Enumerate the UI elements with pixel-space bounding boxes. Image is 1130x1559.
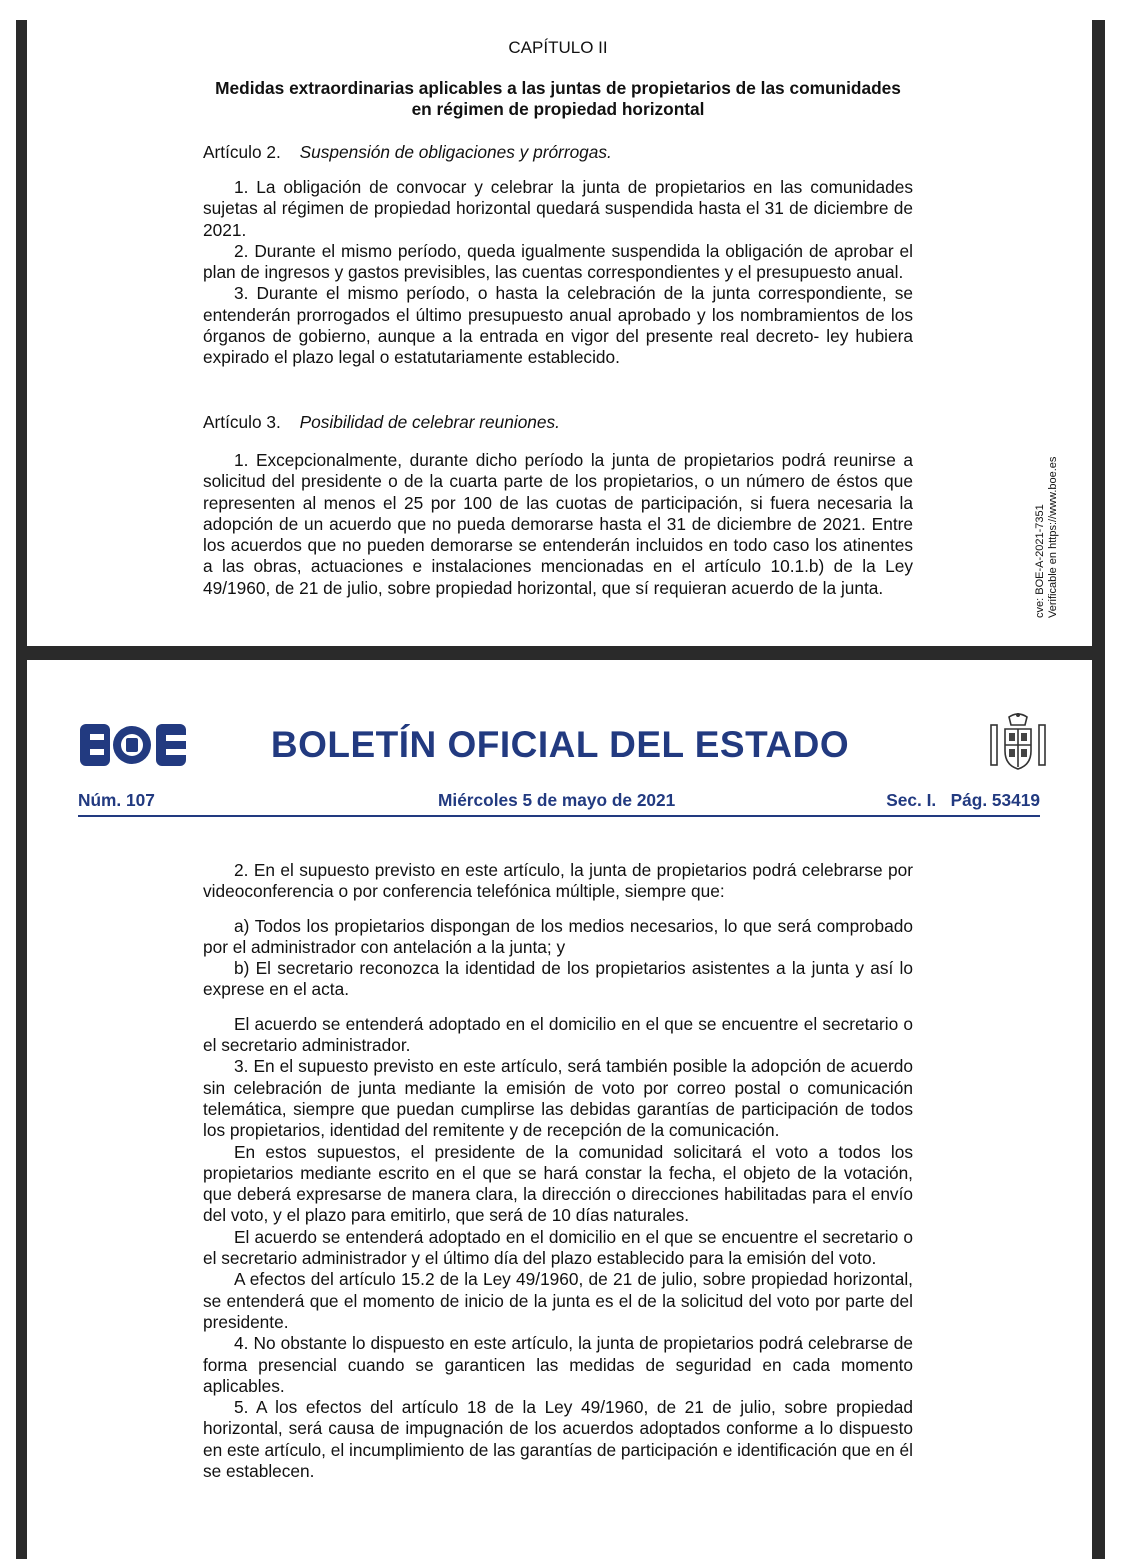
article-3-continued (203, 860, 913, 1482)
chapter-heading: CAPÍTULO II (508, 38, 608, 57)
gazette-title: BOLETÍN OFICIAL DEL ESTADO (270, 724, 850, 765)
paragraph: El acuerdo se entenderá adoptado en el domicilio en el que se encuentre el secretario o el secretario administrador. (203, 1013, 913, 1056)
paragraph: 3. En el supuesto previsto en este artículo, será también posible la adopción de acuerdo sin celebración de junta mediante la emisión de voto por correo postal o comunicación telemática, siempre que puedan cumplirse las debidas garantías de participación de todos los propietarios, identidad del remitente y de recepción de la comunicación. (203, 1056, 913, 1141)
verification-stamp (1034, 420, 1074, 620)
paragraph: 5. A los efectos del artículo 18 de la Ley 49/1960, de 21 de julio, sobre propiedad horizontal, será causa de impugnación de los acuerdos adoptados conforme a lo dispuesto en este artículo, el incumplimiento de las garantías de participación e identificación que en él se establecen. (203, 1397, 913, 1482)
page-separator (16, 646, 1105, 660)
issue-number: Núm. 107 (78, 790, 155, 810)
article-2-body (203, 177, 913, 369)
article-3-body (203, 450, 913, 599)
boe-logo (80, 724, 186, 771)
cve-code: cve: BOE-A-2021-7351 (1034, 504, 1046, 618)
paragraph: 4. No obstante lo dispuesto en este artículo, la junta de propietarios podrá celebrarse de forma presencial cuando se garanticen las medidas de seguridad en cada momento aplicables. (203, 1333, 913, 1396)
paragraph: 2. Durante el mismo período, queda igualmente suspendida la obligación de aprobar el plan de ingresos y gastos previsibles, las cuentas correspondientes y el presupuesto anual. (203, 240, 913, 283)
paragraph: El acuerdo se entenderá adoptado en el domicilio en el que se encuentre el secretario o el secretario administrador y el último día del plazo establecido para la emisión del voto. (203, 1226, 913, 1269)
page-border-left (16, 20, 27, 1559)
paragraph: 3. Durante el mismo período, o hasta la celebración de la junta correspondiente, se entenderán prorrogados el último presupuesto anual aprobado y los nombramientos de los órganos de gobierno, aunque a la entrada en vigor del presente real decreto- ley hubiera expirado el plazo legal o estatutariamente establecido. (203, 283, 913, 368)
paragraph: A efectos del artículo 15.2 de la Ley 49/1960, de 21 de julio, sobre propiedad horizontal, se entenderá que el momento de inicio de la junta es el de la solicitud del voto por parte del presidente. (203, 1269, 913, 1332)
boe-logo-icon (80, 724, 186, 766)
coat-of-arms (985, 711, 1051, 780)
paragraph: 1. La obligación de convocar y celebrar la junta de propietarios en las comunidades sujetas al régimen de propiedad horizontal quedará suspendida hasta el 31 de diciembre de 2021. (203, 177, 913, 240)
paragraph: En estos supuestos, el presidente de la comunidad solicitará el voto a todos los propietarios mediante escrito en el que se hará constar la fecha, el objeto de la votación, que deberá expresarse de manera clara, la dirección o direcciones habilitadas para el envío del voto, y el plazo para emitirlo, que será de 10 días naturales. (203, 1141, 913, 1226)
paragraph: 2. En el supuesto previsto en este artículo, la junta de propietarios podrá celebrarse por videoconferencia o por conferencia telefónica múltiple, siempre que: (203, 860, 913, 902)
coat-of-arms-icon (985, 711, 1051, 775)
paragraph: 1. Excepcionalmente, durante dicho período la junta de propietarios podrá reunirse a solicitud del presidente o de la cuarta parte de los propietarios, o un número de éstos que representen al menos el 25 por 100 de las cuotas de participación, si fuera necesaria la adopción de un acuerdo que no pueda demorarse hasta el 31 de diciembre de 2021. Entre los acuerdos que no pueden demorarse se entenderán incluidos en todo caso los atinentes a las obras, actuaciones e instalaciones mencionadas en el artículo 10.1.b) de la Ley 49/1960, de 21 de julio, sobre propiedad horizontal, que sí requieran acuerdo de la junta. (203, 450, 913, 598)
page-border-right (1092, 20, 1105, 648)
article-3-heading: Artículo 3. Posibilidad de celebrar reuniones. (203, 412, 560, 432)
issue-date: Miércoles 5 de mayo de 2021 (438, 790, 676, 810)
page-border-right (1092, 660, 1105, 1559)
section-page: Sec. I. Pág. 53419 (886, 790, 1040, 810)
header-rule (78, 815, 1040, 817)
list-item: b) El secretario reconozca la identidad de los propietarios asistentes a la junta y así lo exprese en el acta. (203, 958, 913, 1000)
verification-link[interactable]: Verificable en https://www.boe.es (1047, 456, 1059, 618)
list-item: a) Todos los propietarios dispongan de los medios necesarios, lo que será comprobado por el administrador con antelación a la junta; y (203, 915, 913, 957)
chapter-title: Medidas extraordinarias aplicables a las juntas de propietarios de las comunidades en régimen de propiedad horizontal (215, 78, 901, 119)
article-2-heading: Artículo 2. Suspensión de obligaciones y prórrogas. (203, 142, 612, 162)
